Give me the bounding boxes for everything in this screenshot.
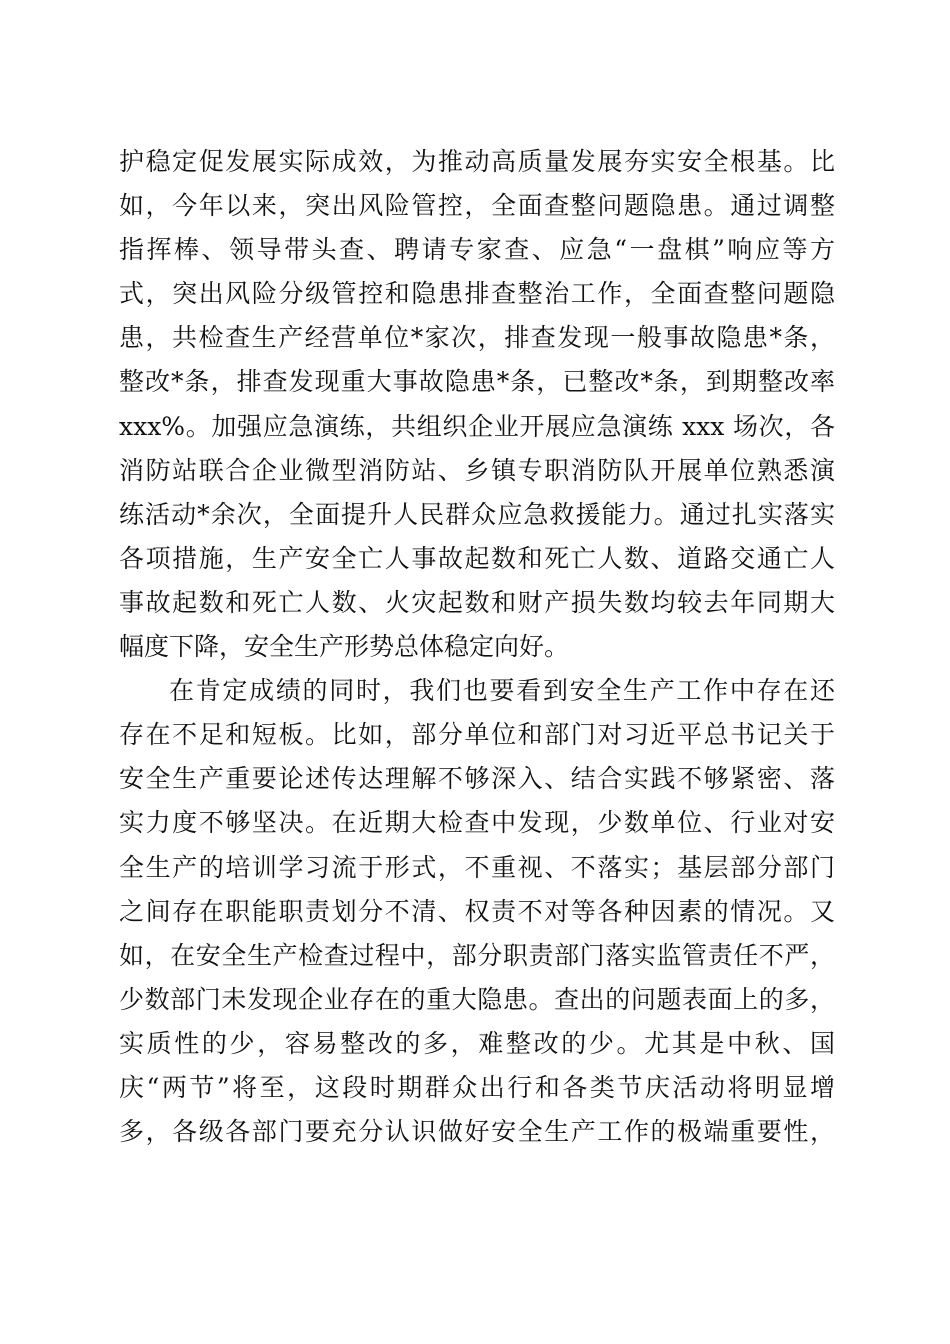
text-line: 存在不足和短板。比如，部分单位和部门对习近平总书记关于	[119, 720, 835, 750]
text-line: 护稳定促发展实际成效，为推动高质量发展夯实安全根基。比	[119, 147, 835, 176]
text-line: xxx%。加强应急演练，共组织企业开展应急演练 xxx 场次，各	[119, 411, 835, 441]
text-line: 指挥棒、领导带头查、聘请专家查、应急“一盘棋”响应等方	[119, 235, 835, 265]
text-line: 如，在安全生产检查过程中，部分职责部门落实监管责任不严，	[119, 940, 835, 970]
text-line: 消防站联合企业微型消防站、乡镇专职消防队开展单位熟悉演	[119, 455, 835, 485]
text-line: 庆“两节”将至，这段时期群众出行和各类节庆活动将明显增	[119, 1072, 835, 1102]
text-line: 幅度下降，安全生产形势总体稳定向好。	[119, 632, 570, 662]
text-line: 患，共检查生产经营单位*家次，排查发现一般事故隐患*条，	[119, 323, 835, 353]
paragraph-1	[119, 140, 835, 669]
text-line: 如，今年以来，突出风险管控，全面查整问题隐患。通过调整	[119, 191, 835, 221]
text-line: 安全生产重要论述传达理解不够深入、结合实践不够紧密、落	[119, 764, 835, 794]
document-body	[119, 140, 835, 1154]
paragraph-2	[119, 669, 835, 1154]
text-line: 式，突出风险分级管控和隐患排查整治工作，全面查整问题隐	[119, 279, 835, 309]
text-line: 少数部门未发现企业存在的重大隐患。查出的问题表面上的多，	[119, 984, 835, 1014]
text-line: 在肯定成绩的同时，我们也要看到安全生产工作中存在还	[169, 676, 835, 706]
text-line: 实质性的少，容易整改的多，难整改的少。尤其是中秋、国	[119, 1028, 835, 1058]
text-line: 各项措施，生产安全亡人事故起数和死亡人数、道路交通亡人	[119, 543, 835, 573]
text-line: 多，各级各部门要充分认识做好安全生产工作的极端重要性，	[119, 1117, 835, 1147]
text-line: 实力度不够坚决。在近期大检查中发现，少数单位、行业对安	[119, 808, 835, 838]
text-line: 之间存在职能职责划分不清、权责不对等各种因素的情况。又	[119, 896, 835, 926]
text-line: 全生产的培训学习流于形式，不重视、不落实；基层部分部门	[119, 852, 835, 882]
text-line: 整改*条，排查发现重大事故隐患*条，已整改*条，到期整改率	[119, 367, 835, 397]
text-line: 事故起数和死亡人数、火灾起数和财产损失数均较去年同期大	[119, 587, 835, 617]
text-line: 练活动*余次，全面提升人民群众应急救援能力。通过扎实落实	[119, 499, 835, 529]
